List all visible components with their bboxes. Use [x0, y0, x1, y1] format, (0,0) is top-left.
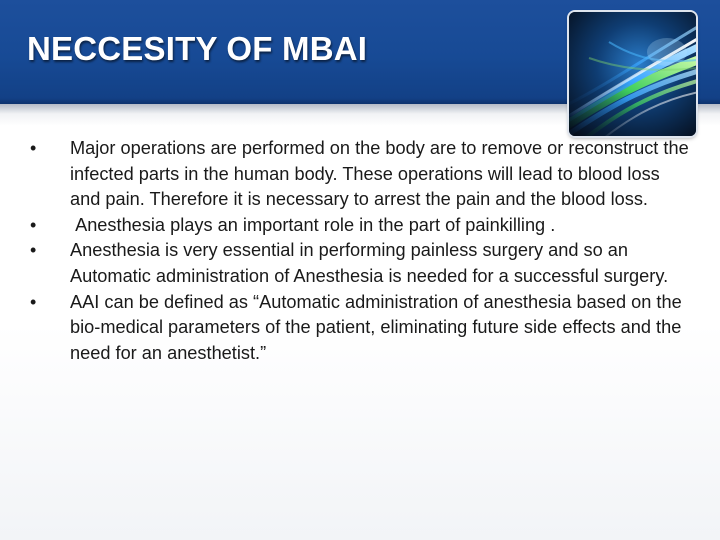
- bullet-point-icon: •: [30, 291, 37, 312]
- slide-title: NECCESITY OF MBAI: [27, 30, 368, 67]
- slide-body: [24, 136, 694, 366]
- bullet-list: [24, 136, 694, 366]
- abstract-light-streaks-icon: [569, 12, 696, 136]
- bullet-item: [24, 136, 694, 213]
- bullet-point-icon: •: [30, 214, 37, 235]
- bullet-point-icon: •: [30, 240, 37, 261]
- bullet-text: AAI can be defined as “Automatic administration of anesthesia based on the bio-medical parameters of the patient, eliminating future side effects and the need for an anesthetist.”: [70, 291, 682, 363]
- bullet-text: Anesthesia plays an important role in the part of painkilling .: [70, 214, 556, 235]
- bullet-item: [24, 213, 694, 239]
- bullet-text: Anesthesia is very essential in performing painless surgery and so an Automatic administration of Anesthesia is needed for a successful surgery.: [70, 240, 669, 286]
- bullet-item: [24, 290, 694, 367]
- bullet-item: [24, 238, 694, 289]
- bullet-point-icon: •: [30, 138, 37, 158]
- bullet-text: Major operations are performed on the body are to remove or reconstruct the infected parts in the human body. These operations will lead to blood loss and pain. Therefore it is necessary to arrest the pain and the blood loss.: [70, 138, 689, 210]
